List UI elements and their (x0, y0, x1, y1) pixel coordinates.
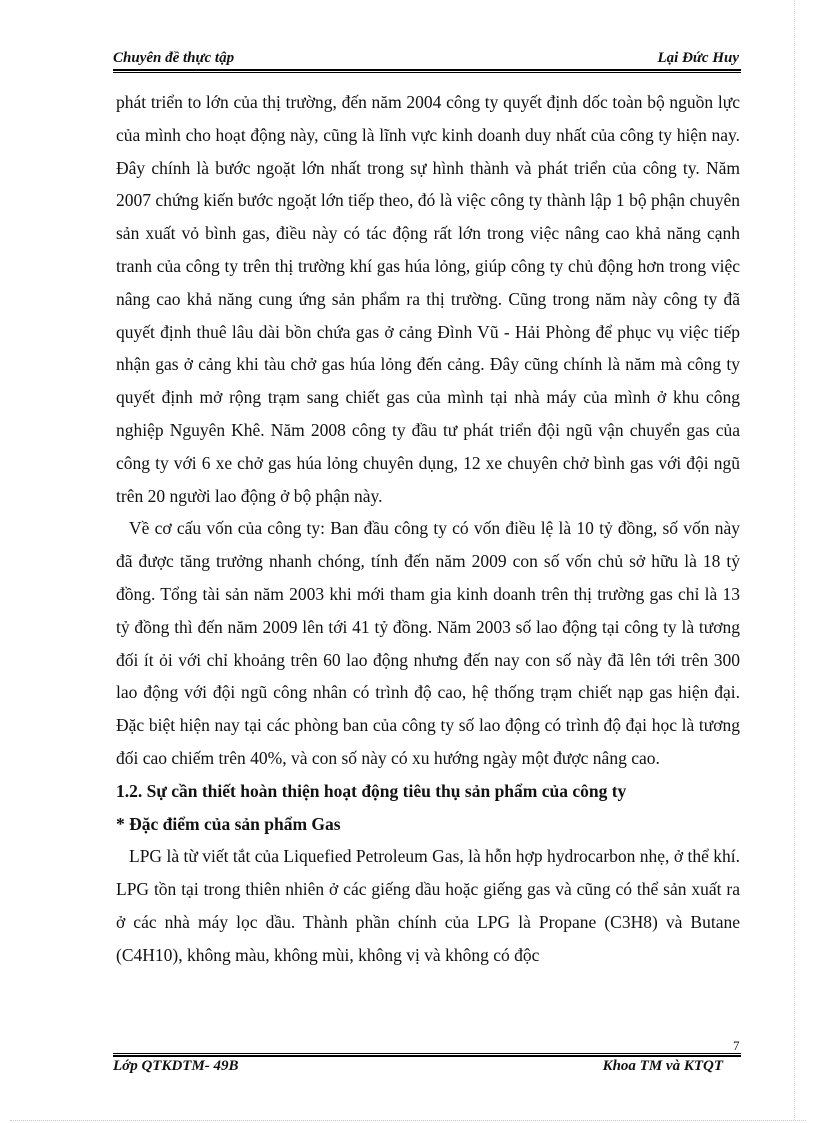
footer-rule (113, 1055, 741, 1057)
paragraph-company-history: phát triển to lớn của thị trường, đến năm 2004 công ty quyết định dốc toàn bộ nguồn lực của mình cho hoạt động này, cũng là lĩnh vực kinh doanh duy nhất của công ty hiện nay. Đây chính là bước ngoặt lớn nhất trong sự hình thành và phát triển của công ty. Năm 2007 chứng kiến bước ngoặt lớn tiếp theo, đó là việc công ty thành lập 1 bộ phận chuyên sản xuất vỏ bình gas, điều này có tác động rất lớn trong việc nâng cao khả năng cạnh tranh của công ty trên thị trường khí gas húa lỏng, giúp công ty chủ động hơn trong việc nâng cao khả năng cung ứng sản phẩm ra thị trường. Cũng trong năm này công ty đã quyết định thuê lâu dài bồn chứa gas ở cảng Đình Vũ - Hải Phòng để phục vụ việc tiếp nhận gas ở cảng khi tàu chở gas húa lỏng đến cảng. Đây cũng chính là năm mà công ty quyết định mở rộng trạm sang chiết gas của mình tại nhà máy của mình ở khu công nghiệp Nguyên Khê. Năm 2008 công ty đầu tư phát triển đội ngũ vận chuyển gas của công ty với 6 xe chở gas húa lỏng chuyên dụng, 12 xe chuyên chở bình gas với đội ngũ trên 20 người lao động ở bộ phận này. (116, 92, 740, 506)
page-bottom-border (10, 1120, 806, 1121)
header-author: Lại Đức Huy (657, 50, 739, 66)
header-rule-thin (113, 72, 741, 73)
footer-class: Lớp QTKDTM- 49B (113, 1058, 239, 1074)
paragraph-capital-structure: Về cơ cấu vốn của công ty: Ban đầu công ty có vốn điều lệ là 10 tỷ đồng, số vốn này đã được tăng trưởng nhanh chóng, tính đến năm 2009 con số vốn chủ sở hữu là 18 tỷ đồng. Tổng tài sản năm 2003 khi mới tham gia kinh doanh trên thị trường gas chỉ là 13 tỷ đồng thì đến năm 2009 lên tới 41 tỷ đồng. Năm 2003 số lao động tại công ty là tương đối ít ỏi với chỉ khoảng trên 60 lao động nhưng đến nay con số này đã lên tới trên 300 lao động với đội ngũ công nhân có trình độ cao, hệ thống trạm chiết nạp gas hiện đại. Đặc biệt hiện nay tại các phòng ban của công ty số lao động có trình độ đại học là tương đối cao chiếm trên 40%, và con số này có xu hướng ngày một được nâng cao. (116, 518, 740, 768)
body-text (116, 86, 740, 972)
header-rule (113, 69, 741, 71)
subsection-heading: * Đặc điểm của sản phẩm Gas (116, 813, 341, 834)
page-number: 7 (733, 1038, 740, 1053)
page-footer (113, 1058, 741, 1078)
footer-rule-thin (113, 1053, 741, 1054)
header-document-type: Chuyên đề thực tập (113, 50, 235, 66)
footer-faculty: Khoa TM và KTQT (602, 1058, 723, 1074)
section-heading: 1.2. Sự cần thiết hoàn thiện hoạt động tiêu thụ sản phẩm của công ty (116, 780, 627, 801)
page-header (113, 48, 741, 70)
page-right-border (794, 0, 795, 1120)
paragraph-lpg-definition: LPG là từ viết tắt của Liquefied Petroleum Gas, là hỗn hợp hydrocarbon nhẹ, ở thể khí. LPG tồn tại trong thiên nhiên ở các giếng dầu hoặc giếng gas và cũng có thể sản xuất ra ở các nhà máy lọc dầu. Thành phần chính của LPG là Propane (C3H8) và Butane (C4H10), không màu, không mùi, không vị và không có độc (116, 846, 740, 965)
